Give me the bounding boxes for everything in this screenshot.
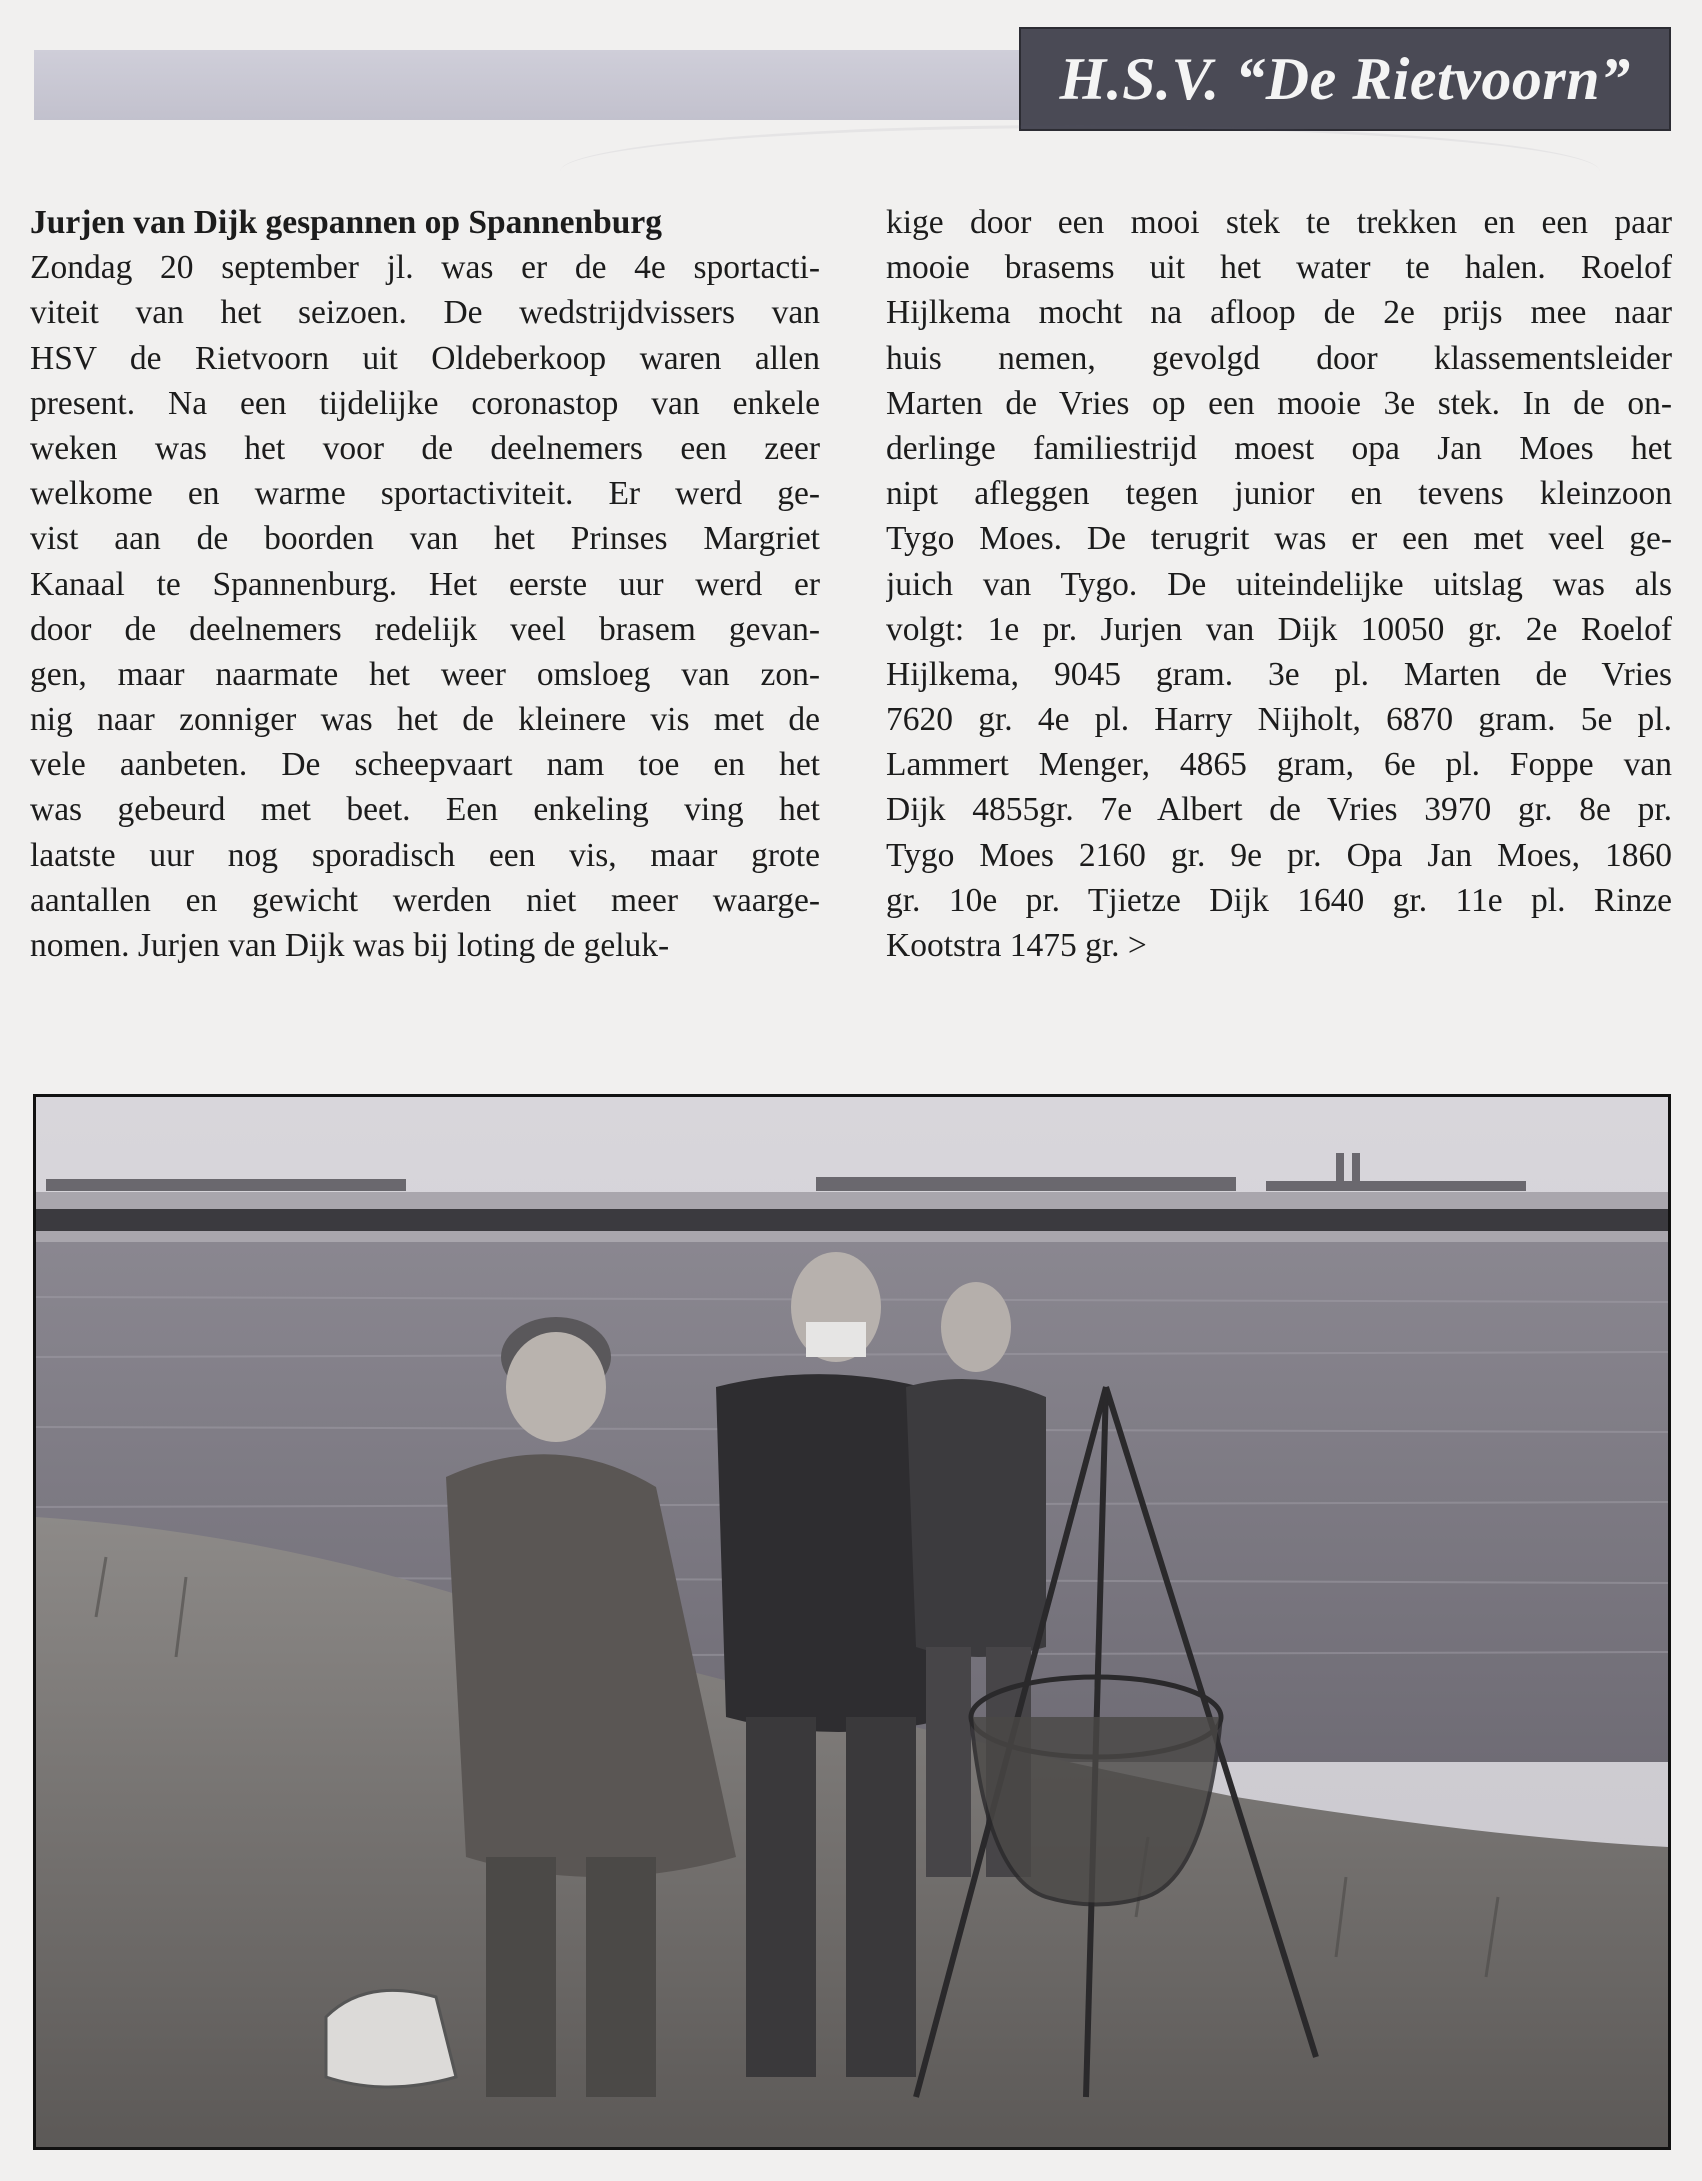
article-text-line: Lammert Menger, 4865 gram, 6e pl. Foppe van — [886, 746, 1672, 784]
article-text-line: was gebeurd met beet. Een enkeling ving het — [30, 791, 820, 829]
article-text-line: welkome en warme sportactiviteit. Er werd ge- — [30, 475, 820, 513]
article-text-line: Zondag 20 september jl. was er de 4e sportacti- — [30, 249, 820, 287]
article-column-right — [886, 200, 1672, 968]
article-text-line: HSV de Rietvoorn uit Oldeberkoop waren allen — [30, 339, 820, 377]
article-text-line: laatste uur nog sporadisch een vis, maar grote — [30, 836, 820, 874]
article-text-line: nipt afleggen tegen junior en tevens kleinzoon — [886, 475, 1672, 513]
article-text-line: present. Na een tijdelijke coronastop van enkele — [30, 384, 820, 422]
header-title-box — [1019, 27, 1671, 131]
article-text-line: weken was het voor de deelnemers een zeer — [30, 429, 820, 467]
article-text-line: Tygo Moes. De terugrit was er een met veel ge- — [886, 520, 1672, 558]
article-text-right — [886, 200, 1672, 968]
article-text-line: volgt: 1e pr. Jurjen van Dijk 10050 gr. 2e Roelof — [886, 610, 1672, 648]
article-text-line: huis nemen, gevolgd door klassementsleider — [886, 339, 1672, 377]
article-text-line: Hijlkema mocht na afloop de 2e prijs mee naar — [886, 294, 1672, 332]
article-text-line: aantallen en gewicht werden niet meer waarge- — [30, 881, 820, 919]
article-text-line: Dijk 4855gr. 7e Albert de Vries 3970 gr. 8e pr. — [886, 791, 1672, 829]
article-heading: Jurjen van Dijk gespannen op Spannenburg — [30, 204, 663, 241]
article-text-line: viteit van het seizoen. De wedstrijdvissers van — [30, 294, 820, 332]
photo-illustration — [36, 1097, 1668, 2147]
page-title: H.S.V. “De Rietvoorn” — [1059, 45, 1631, 112]
article-text-line: vist aan de boorden van het Prinses Margriet — [30, 520, 820, 558]
article-text-line: 7620 gr. 4e pl. Harry Nijholt, 6870 gram. 5e pl. — [886, 701, 1672, 739]
article-text-line: kige door een mooi stek te trekken en een paar — [886, 204, 1672, 241]
article-photo — [33, 1094, 1671, 2150]
article-text-line: nomen. Jurjen van Dijk was bij loting de geluk- — [30, 927, 670, 964]
article-text-line: Marten de Vries op een mooie 3e stek. In de on- — [886, 384, 1672, 422]
article-text-line: gen, maar naarmate het weer omsloeg van zon- — [30, 655, 820, 693]
article-text-line: door de deelnemers redelijk veel brasem gevan- — [30, 610, 820, 648]
article-text-line: nig naar zonniger was het de kleinere vis met de — [30, 701, 820, 739]
article-column-left — [30, 200, 820, 968]
article-text-line: vele aanbeten. De scheepvaart nam toe en het — [30, 746, 820, 784]
article-text-line: juich van Tygo. De uiteindelijke uitslag was als — [886, 565, 1672, 603]
article-text-line: Kootstra 1475 gr. > — [886, 927, 1147, 964]
article-text-line: mooie brasems uit het water te halen. Roelof — [886, 249, 1672, 287]
article-text-line: Hijlkema, 9045 gram. 3e pl. Marten de Vries — [886, 655, 1672, 693]
article-text-left — [30, 245, 820, 968]
article-text-line: derlinge familiestrijd moest opa Jan Moes het — [886, 429, 1672, 467]
article-text-line: Kanaal te Spannenburg. Het eerste uur werd er — [30, 565, 820, 603]
article-text-line: gr. 10e pr. Tjietze Dijk 1640 gr. 11e pl. Rinze — [886, 881, 1672, 919]
article-text-line: Tygo Moes 2160 gr. 9e pr. Opa Jan Moes, 1860 — [886, 836, 1672, 874]
